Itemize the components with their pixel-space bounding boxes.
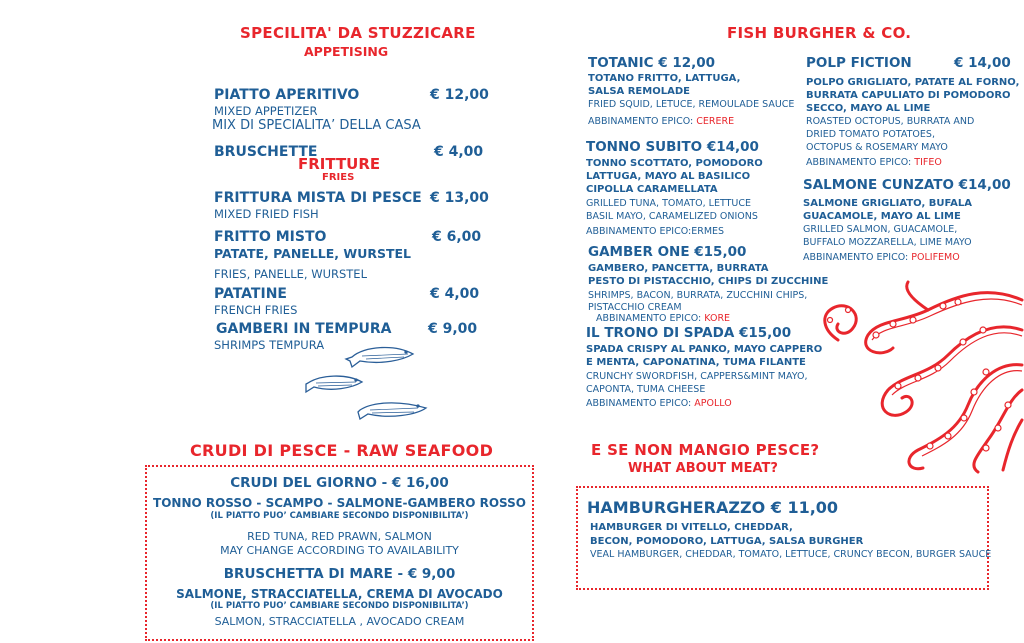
item-price-bruschette: € 4,00 — [434, 144, 484, 160]
item-price-piatto: € 12,00 — [430, 87, 489, 103]
burger-totanic-en1: FRIED SQUID, LETUCE, REMOULADE SAUCE — [588, 99, 795, 110]
burger-polp-price: € 14,00 — [954, 55, 1011, 71]
fish-icon — [346, 348, 413, 367]
burger-trono-epico: ABBINAMENTO EPICO: APOLLO — [586, 398, 732, 409]
burger-polp-it1: POLPO GRIGLIATO, PATATE AL FORNO, — [806, 77, 1020, 88]
burger-salmone-it2: GUACAMOLE, MAYO AL LIME — [803, 211, 961, 222]
burger-salmone-en1: GRILLED SALMON, GUACAMOLE, — [803, 224, 958, 235]
item-name-bruschette: BRUSCHETTE — [214, 144, 318, 160]
item-name-gamberi: GAMBERI IN TEMPURA — [216, 321, 392, 337]
item-desc-gamberi: SHRIMPS TEMPURA — [214, 338, 325, 352]
item-desc2-piatto: MIX DI SPECIALITA’ DELLA CASA — [212, 118, 421, 133]
item-name-patatine: PATATINE — [214, 286, 287, 302]
burger-totanic-epico: ABBINAMENTO EPICO: CERERE — [588, 116, 735, 127]
burger-polp-en3: OCTOPUS & ROSEMARY MAYO — [806, 142, 948, 153]
burger-gamber-name: GAMBER ONE €15,00 — [588, 244, 747, 260]
burger-gamber-epico: ABBINAMENTO EPICO: KORE — [596, 313, 731, 324]
fritture-subtitle: FRIES — [322, 172, 355, 183]
crudi-item1-line1: TONNO ROSSO - SCAMPO - SALMONE-GAMBERO ROSSO — [153, 496, 526, 510]
burger-tonno-it3: CIPOLLA CARAMELLATA — [586, 184, 718, 195]
crudi-item1-en1: RED TUNA, RED PRAWN, SALMON — [247, 530, 432, 543]
burger-polp-it2: BURRATA CAPULIATO DI POMODORO — [806, 90, 1011, 101]
burger-trono-it1: SPADA CRISPY AL PANKO, MAYO CAPPERO — [586, 344, 823, 355]
crudi-item2-line1: SALMONE, STRACCIATELLA, CREMA DI AVOCADO — [176, 587, 503, 601]
burger-gamber-it1: GAMBERO, PANCETTA, BURRATA — [588, 263, 769, 274]
burger-salmone-epico: ABBINAMENTO EPICO: POLIFEMO — [803, 252, 960, 263]
fish-icon — [358, 403, 426, 419]
burger-trono-name: IL TRONO DI SPADA €15,00 — [586, 325, 792, 341]
appetising-subtitle: APPETISING — [304, 44, 389, 59]
meat-subtitle: WHAT ABOUT MEAT? — [628, 461, 778, 476]
meat-it2: BECON, POMODORO, LATTUGA, SALSA BURGHER — [590, 536, 864, 547]
crudi-title: CRUDI DI PESCE - RAW SEAFOOD — [190, 441, 494, 460]
burger-totanic-name: TOTANIC € 12,00 — [588, 55, 716, 71]
burger-salmone-it1: SALMONE GRIGLIATO, BUFALA — [803, 198, 972, 209]
burger-trono-en1: CRUNCHY SWORDFISH, CAPPERS&MINT MAYO, — [586, 371, 808, 382]
burger-salmone-name: SALMONE CUNZATO €14,00 — [803, 177, 1011, 193]
crudi-item1-name: CRUDI DEL GIORNO - € 16,00 — [230, 475, 449, 491]
meat-title: E SE NON MANGIO PESCE? — [591, 441, 820, 459]
burger-polp-en2: DRIED TOMATO POTATOES, — [806, 129, 935, 140]
fish-icon — [306, 376, 362, 392]
burger-tonno-en2: BASIL MAYO, CARAMELIZED ONIONS — [586, 211, 758, 222]
item-desc-frittura: MIXED FRIED FISH — [214, 207, 319, 221]
burger-title: FISH BURGHER & CO. — [727, 24, 912, 42]
fritture-title: FRITTURE — [298, 155, 381, 173]
meat-en1: VEAL HAMBURGER, CHEDDAR, TOMATO, LETTUCE, CRUNCY BECON, BURGER SAUCE — [590, 549, 992, 560]
burger-tonno-epico: ABBINAMENTO EPICO:ERMES — [586, 226, 725, 237]
item-price-gamberi: € 9,00 — [428, 321, 478, 337]
burger-totanic-it2: SALSA REMOLADE — [588, 86, 690, 97]
burger-trono-it2: E MENTA, CAPONATINA, TUMA FILANTE — [586, 357, 806, 368]
item-name-fritto-misto: FRITTO MISTO — [214, 229, 327, 245]
burger-tonno-name: TONNO SUBITO €14,00 — [586, 139, 759, 155]
burger-polp-name: POLP FICTION — [806, 55, 912, 71]
burger-gamber-it2: PESTO DI PISTACCHIO, CHIPS DI ZUCCHINE — [588, 276, 829, 287]
fish-illustration — [300, 340, 440, 425]
octopus-tentacles-illustration — [808, 280, 1024, 475]
item-price-frittura: € 13,00 — [430, 190, 489, 206]
item-price-patatine: € 4,00 — [430, 286, 480, 302]
burger-trono-en2: CAPONTA, TUMA CHEESE — [586, 384, 706, 395]
burger-polp-it3: SECCO, MAYO AL LIME — [806, 103, 931, 114]
burger-tonno-en1: GRILLED TUNA, TOMATO, LETTUCE — [586, 198, 751, 209]
burger-tonno-it1: TONNO SCOTTATO, POMODORO — [586, 158, 763, 169]
burger-tonno-it2: LATTUGA, MAYO AL BASILICO — [586, 171, 751, 182]
burger-salmone-en2: BUFFALO MOZZARELLA, LIME MAYO — [803, 237, 972, 248]
item-desc-patatine: FRENCH FRIES — [214, 303, 298, 317]
item-desc2-fritto-misto: FRIES, PANELLE, WURSTEL — [214, 267, 367, 281]
burger-totanic-it1: TOTANO FRITTO, LATTUGA, — [588, 73, 741, 84]
item-name-piatto: PIATTO APERITIVO — [214, 87, 360, 103]
item-name-frittura: FRITTURA MISTA DI PESCE — [214, 190, 422, 206]
meat-item-name: HAMBURGHERAZZO € 11,00 — [587, 498, 839, 517]
burger-polp-epico: ABBINAMENTO EPICO: TIFEO — [806, 157, 942, 168]
crudi-item1-line2: (IL PIATTO PUO’ CAMBIARE SECONDO DISPONIBILITA’) — [210, 511, 469, 521]
crudi-item2-en1: SALMON, STRACCIATELLA , AVOCADO CREAM — [214, 615, 465, 628]
crudi-item1-en2: MAY CHANGE ACCORDING TO AVAILABILITY — [220, 544, 459, 557]
octopus-icon — [825, 282, 1022, 472]
appetising-title: SPECILITA' DA STUZZICARE — [240, 24, 476, 42]
burger-polp-en1: ROASTED OCTOPUS, BURRATA AND — [806, 116, 975, 127]
meat-it1: HAMBURGER DI VITELLO, CHEDDAR, — [590, 522, 793, 533]
burger-gamber-en1: SHRIMPS, BACON, BURRATA, ZUCCHINI CHIPS, — [588, 290, 808, 301]
crudi-item2-line2: (IL PIATTO PUO’ CAMBIARE SECONDO DISPONIBILITA’) — [210, 601, 469, 611]
item-price-fritto-misto: € 6,00 — [432, 229, 482, 245]
item-desc-fritto-misto: PATATE, PANELLE, WURSTEL — [214, 246, 411, 261]
item-desc-piatto: MIXED APPETIZER — [214, 104, 318, 118]
crudi-item2-name: BRUSCHETTA DI MARE - € 9,00 — [223, 566, 456, 582]
burger-gamber-en2: PISTACCHIO CREAM — [588, 302, 682, 313]
